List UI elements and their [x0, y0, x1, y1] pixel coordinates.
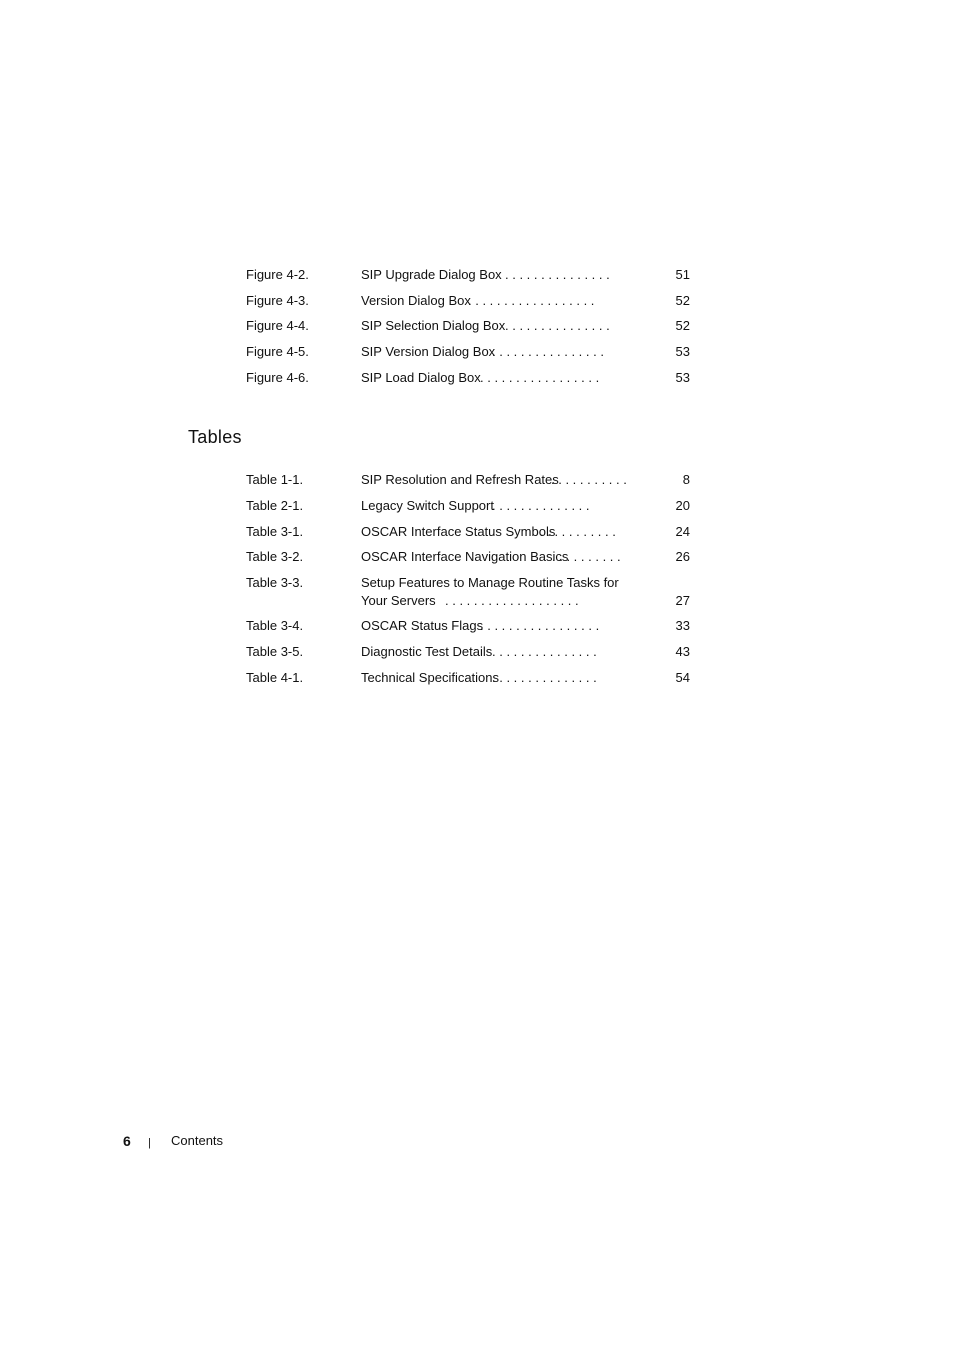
toc-entry-label: Table 3-4. [246, 618, 304, 633]
toc-entry-page[interactable]: 26 [675, 549, 690, 564]
toc-entry-figure-4-2[interactable] [0, 266, 954, 284]
toc-entry-table-3-5[interactable] [0, 643, 954, 661]
toc-entry-title[interactable]: SIP Version Dialog Box [361, 344, 496, 359]
toc-entry-label: Figure 4-6. [246, 370, 309, 385]
toc-entry-title[interactable]: Legacy Switch Support [361, 498, 494, 513]
toc-entry-label: Table 2-1. [246, 498, 304, 513]
toc-entry-table-3-3[interactable] [0, 574, 954, 610]
toc-entry-title[interactable]: SIP Upgrade Dialog Box [361, 267, 502, 282]
toc-entry-title-line2[interactable]: Your Servers [361, 593, 436, 608]
toc-entry-page[interactable]: 53 [675, 370, 690, 385]
footer-section-label: Contents [171, 1133, 224, 1148]
toc-entry-table-1-1[interactable] [0, 471, 954, 489]
toc-entry-page[interactable]: 54 [675, 670, 690, 685]
toc-dot-leader: . . . . . . . . . . . [540, 524, 616, 539]
toc-entry-title-line1[interactable]: Setup Features to Manage Routine Tasks for [361, 575, 619, 590]
toc-entry-title[interactable]: Technical Specifications [361, 670, 500, 685]
toc-entry-table-3-4[interactable] [0, 617, 954, 635]
toc-entry-title[interactable]: OSCAR Interface Status Symbols [361, 524, 556, 539]
toc-entry-page[interactable]: 51 [675, 267, 690, 282]
toc-dot-leader: . . . . . . . . . . . . . . . . . . [468, 293, 595, 308]
toc-entry-title[interactable]: OSCAR Status Flags [361, 618, 484, 633]
toc-dot-leader: . . . . . . . . . . [552, 549, 621, 564]
toc-entry-page[interactable]: 52 [675, 318, 690, 333]
toc-entry-page[interactable]: 8 [682, 472, 690, 487]
toc-entry-label: Table 3-1. [246, 524, 304, 539]
section-heading-tables: Tables [188, 427, 242, 447]
toc-dot-leader: . . . . . . . . . . . . . . . [505, 267, 610, 282]
toc-entry-label: Table 1-1. [246, 472, 304, 487]
toc-entry-label: Table 3-5. [246, 644, 304, 659]
toc-dot-leader: . . . . . . . . . . . . . . . [492, 644, 597, 659]
toc-dot-leader: . . . . . . . . . . . . . . . . . [480, 370, 600, 385]
toc-entry-page[interactable]: 20 [675, 498, 690, 513]
toc-entry-page[interactable]: 52 [675, 293, 690, 308]
toc-entry-label: Figure 4-4. [246, 318, 309, 333]
toc-entry-table-2-1[interactable] [0, 497, 954, 515]
footer-separator: | [148, 1137, 151, 1149]
toc-entry-figure-4-5[interactable] [0, 343, 954, 361]
toc-entry-label: Table 3-2. [246, 549, 304, 564]
toc-entry-title[interactable]: SIP Selection Dialog Box [361, 318, 506, 333]
toc-dot-leader: . . . . . . . . . . . [551, 472, 627, 487]
toc-entry-label: Figure 4-5. [246, 344, 309, 359]
toc-entry-figure-4-4[interactable] [0, 317, 954, 335]
toc-entry-figure-4-6[interactable] [0, 369, 954, 387]
toc-entry-table-3-1[interactable] [0, 523, 954, 541]
toc-entry-page[interactable]: 43 [675, 644, 690, 659]
toc-entry-page[interactable]: 53 [675, 344, 690, 359]
toc-entry-label: Figure 4-2. [246, 267, 309, 282]
toc-entry-label: Table 3-3. [246, 575, 304, 590]
toc-entry-title[interactable]: Version Dialog Box [361, 293, 471, 308]
footer-page-number: 6 [123, 1133, 131, 1149]
toc-entry-page[interactable]: 33 [675, 618, 690, 633]
toc-entry-page[interactable]: 27 [675, 593, 690, 608]
toc-dot-leader: . . . . . . . . . . . . . . . [492, 670, 597, 685]
toc-entry-title[interactable]: OSCAR Interface Navigation Basics [361, 549, 569, 564]
toc-dot-leader: . . . . . . . . . . . . . . [492, 498, 590, 513]
toc-entry-title[interactable]: SIP Load Dialog Box [361, 370, 481, 385]
toc-dot-leader: . . . . . . . . . . . . . . . . . [480, 618, 600, 633]
toc-entry-table-3-2[interactable] [0, 548, 954, 566]
toc-entry-table-4-1[interactable] [0, 669, 954, 687]
toc-entry-label: Figure 4-3. [246, 293, 309, 308]
toc-entry-label: Table 4-1. [246, 670, 304, 685]
toc-entry-title[interactable]: Diagnostic Test Details [361, 644, 493, 659]
toc-dot-leader: . . . . . . . . . . . . . . . . . . . [445, 593, 579, 608]
toc-dot-leader: . . . . . . . . . . . . . . . [505, 318, 610, 333]
toc-entry-title[interactable]: SIP Resolution and Refresh Rates [361, 472, 559, 487]
toc-dot-leader: . . . . . . . . . . . . . . . . [492, 344, 604, 359]
toc-entry-figure-4-3[interactable] [0, 292, 954, 310]
toc-entry-page[interactable]: 24 [675, 524, 690, 539]
